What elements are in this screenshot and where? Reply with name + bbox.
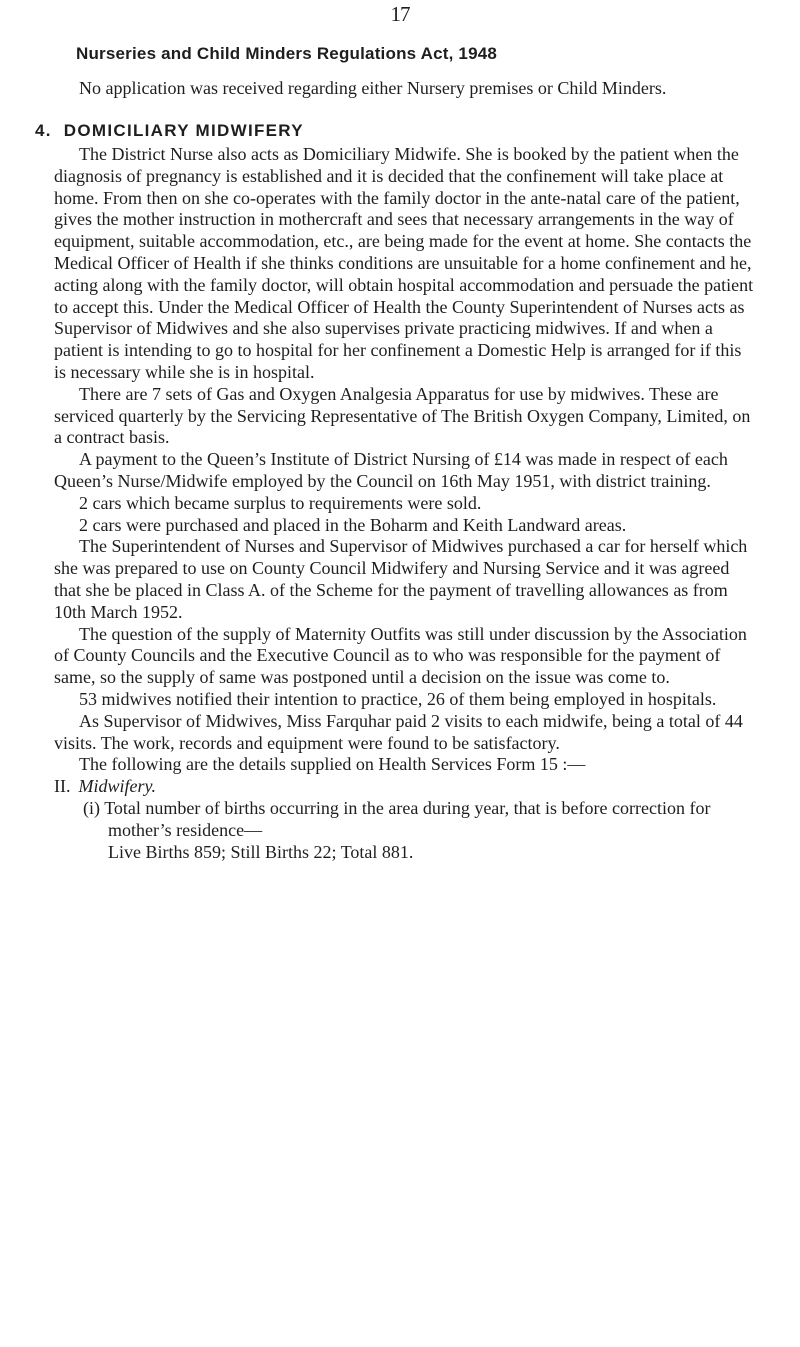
act-heading: Nurseries and Child Minders Regulations Act, 1948 (76, 44, 498, 63)
item-figures: Live Births 859; Still Births 22; Total 881. (108, 841, 414, 862)
body-paragraph: As Supervisor of Midwives, Miss Farquhar paid 2 visits to each midwife, being a total of 44 visits. The work, records and equipment were found to be satisfactory. (54, 710, 743, 753)
subsection-numeral: II. (54, 776, 71, 797)
list-item (54, 798, 754, 863)
body-paragraph: The question of the supply of Maternity Outfits was still under discussion by the Association of County Councils and the Executive Council as to who was responsible for the payment of same, so the supply of same was postponed until a decision on the issue was come to. (54, 623, 747, 688)
section-heading (35, 121, 304, 141)
body-paragraph: 2 cars which became surplus to requirements were sold. (79, 492, 482, 513)
body-paragraph: 53 midwives notified their intention to practice, 26 of them being employed in hospitals. (79, 688, 717, 709)
body-paragraph: The District Nurse also acts as Domiciliary Midwife. She is booked by the patient when the diagnosis of pregnancy is established and it is decided that the confinement will take place at home. From then on she co-operates with the family doctor in the ante-natal care of the patient, gives the mother instruction in mothercraft and sees that necessary arrangements in the way of equipment, suitable accommodation, etc., are being made for the event at home. She contacts the Medical Officer of Health if she thinks conditions are unsuitable for a home confinement and he, acting along with the family doctor, will obtain hospital accommodation and persuade the patient to accept this. Under the Medical Officer of Health the County Superintendent of Nurses acts as Supervisor of Midwives and she also supervises private practicing midwives. If and when a patient is intending to go to hospital for her confinement a Domestic Help is arranged for if this is necessary while she is in hospital. (54, 144, 754, 382)
item-marker: (i) (83, 797, 100, 818)
item-text: Total number of births occurring in the area during year, that is before correction for mother’s residence— (104, 797, 711, 840)
body-paragraph: The following are the details supplied on Health Services Form 15 :— (79, 754, 586, 775)
subsection-heading (54, 776, 754, 798)
section-number: 4. (35, 121, 52, 140)
intro-paragraph: No application was received regarding either Nursery premises or Child Minders. (79, 78, 667, 98)
body-paragraph: 2 cars were purchased and placed in the Boharm and Keith Landward areas. (79, 514, 627, 535)
body-paragraph: There are 7 sets of Gas and Oxygen Analgesia Apparatus for use by midwives. These are serviced quarterly by the Servicing Representative of The British Oxygen Company, Limited, on a contract basis. (54, 383, 751, 448)
section-body (54, 144, 754, 863)
page-number: 17 (390, 2, 410, 26)
body-paragraph: A payment to the Queen’s Institute of District Nursing of £14 was made in respect of each Queen’s Nurse/Midwife employed by the Council on 16th May 1951, with district training. (54, 449, 728, 491)
section-title: DOMICILIARY MIDWIFERY (63, 121, 304, 140)
subsection-label: Midwifery. (78, 776, 156, 797)
body-paragraph: The Superintendent of Nurses and Supervisor of Midwives purchased a car for herself which she was prepared to use on County Council Midwifery and Nursing Service and it was agreed that she be placed in Class A. of the Scheme for the payment of travelling allowances as from 10th March 1952. (54, 536, 748, 622)
